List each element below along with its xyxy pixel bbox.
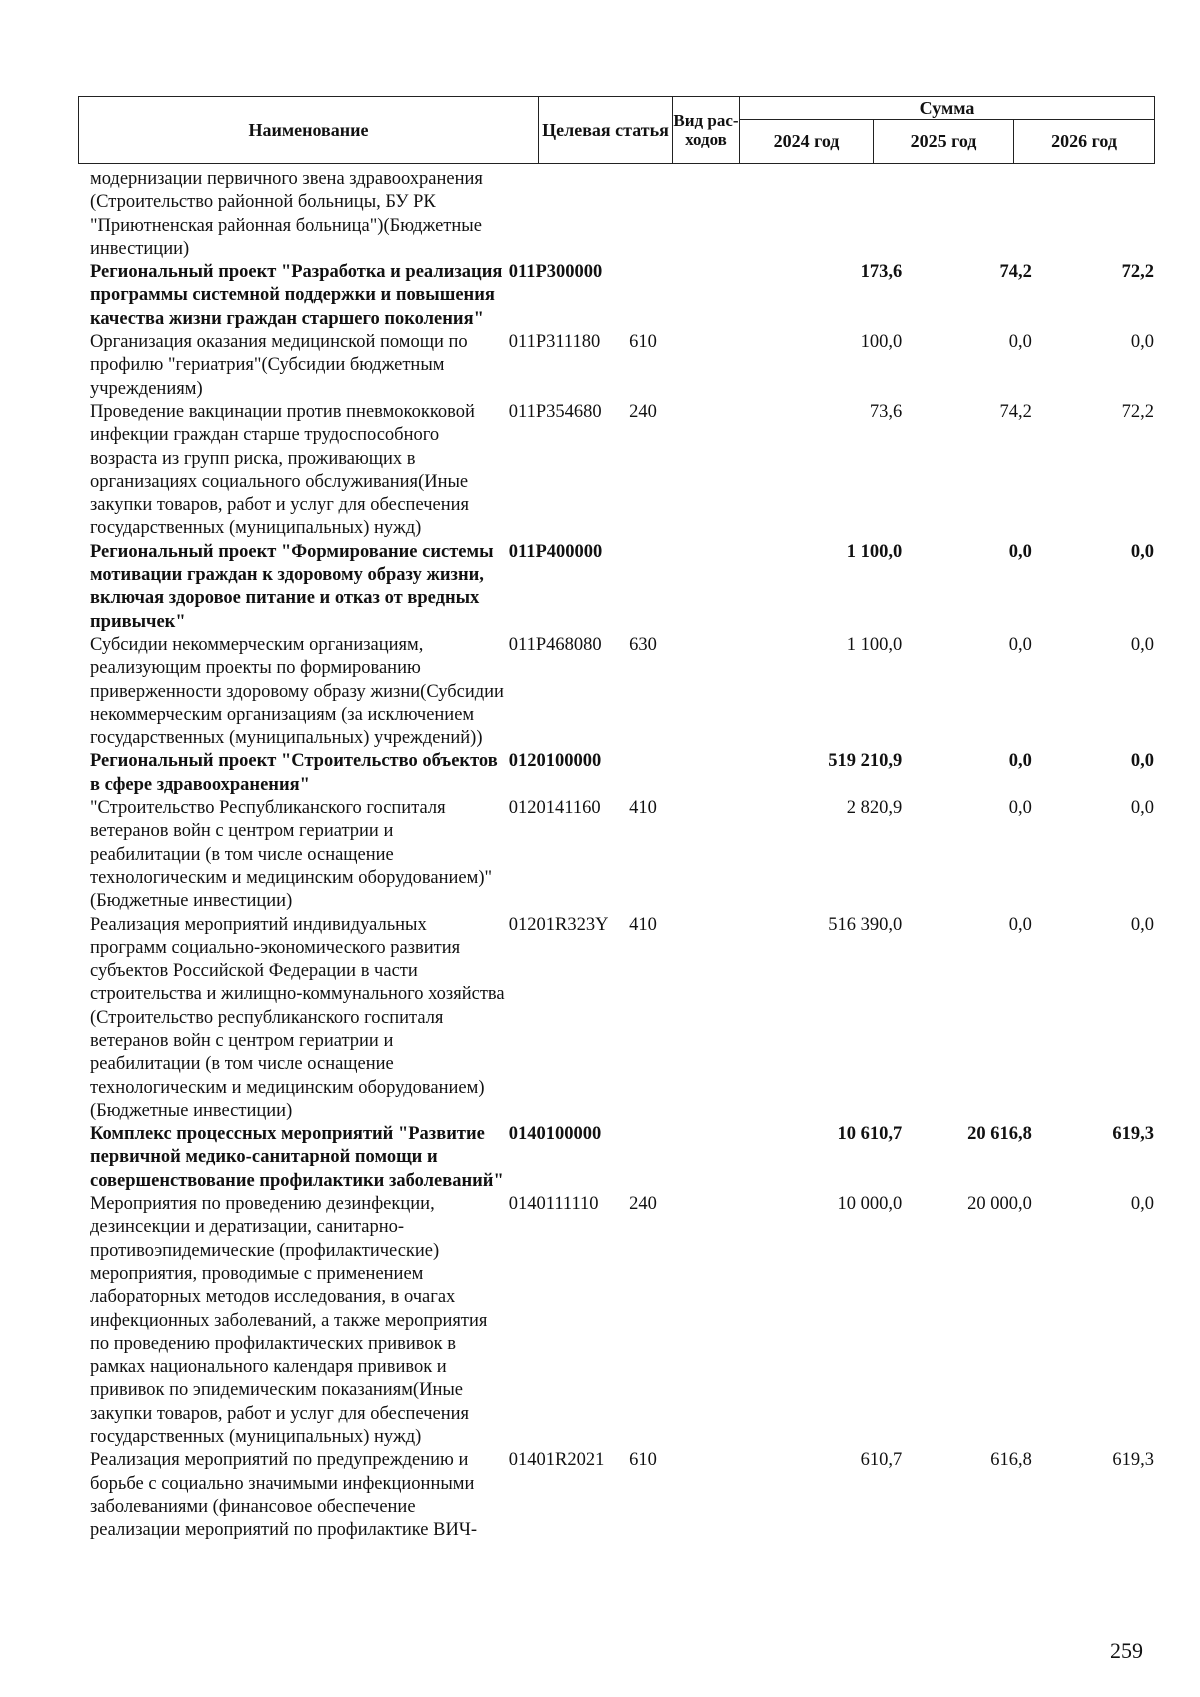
table-row <box>78 1449 1154 1542</box>
row-sum-2025: 616,8 <box>990 1450 1032 1471</box>
row-sum-2026: 72,2 <box>1121 262 1155 283</box>
table-row <box>78 261 1154 331</box>
row-vid: 240 <box>629 401 657 422</box>
row-name: "Строительство Республиканского госпиталя ветеранов войн с центром гериатрии и реабилитации (в том числе оснащение технологическим и медицинским оборудованием)"(Бюджетные инвестиции) <box>90 798 493 912</box>
row-sum-2026: 0,0 <box>1130 751 1155 772</box>
row-sum-2024: 10 000,0 <box>837 1194 903 1215</box>
table-row <box>78 797 1154 913</box>
row-name: Комплекс процессных мероприятий "Развитие первичной медико-санитарной помощи и совершенствование профилактики заболеваний" <box>90 1124 504 1191</box>
row-vid: 630 <box>629 634 657 655</box>
row-sum-2025: 20 616,8 <box>967 1124 1032 1145</box>
row-vid: 410 <box>629 798 657 819</box>
table-row <box>78 1193 1154 1449</box>
row-code: 011P400000 <box>508 541 603 562</box>
row-sum-2026: 0,0 <box>1130 634 1155 655</box>
header-vid: Вид рас- ходов <box>673 97 740 164</box>
row-code: 011P468080 <box>508 634 602 655</box>
row-sum-2026: 619,3 <box>1112 1124 1155 1145</box>
row-sum-2024: 10 610,7 <box>837 1124 903 1145</box>
table-body <box>78 168 1154 1543</box>
table-row <box>78 401 1154 541</box>
row-code: 01401R2021 <box>508 1450 605 1471</box>
row-sum-2024: 73,6 <box>869 401 903 422</box>
header-name: Наименование <box>79 97 539 164</box>
row-name: Реализация мероприятий индивидуальных программ социально-экономического развития субъектов Российской Федерации в части строительства и жилищно-коммунального хозяйства (Строительство республиканского госпиталя ветеранов войн с центром гериатрии и реабилитации (в том числе оснащение технологическим и медицинским оборудованием)(Бюджетные инвестиции) <box>90 914 505 1121</box>
row-sum-2024: 1 100,0 <box>846 634 903 655</box>
table-row <box>78 331 1154 401</box>
row-sum-2024: 173,6 <box>860 262 903 283</box>
row-sum-2025: 74,2 <box>999 262 1032 283</box>
row-sum-2024: 519 210,9 <box>828 751 903 772</box>
row-code: 01201R323Y <box>508 914 609 935</box>
row-vid: 610 <box>629 332 657 353</box>
row-code: 0120100000 <box>508 751 602 772</box>
row-sum-2025: 74,2 <box>999 401 1032 422</box>
row-sum-2026: 0,0 <box>1130 1194 1155 1215</box>
row-code: 011P354680 <box>508 401 602 422</box>
row-sum-2026: 0,0 <box>1130 914 1155 935</box>
row-sum-2026: 72,2 <box>1121 401 1155 422</box>
table-row <box>78 541 1154 634</box>
row-sum-2026: 619,3 <box>1112 1450 1155 1471</box>
header-code: Целевая статья <box>539 97 673 164</box>
row-sum-2025: 0,0 <box>1008 751 1032 772</box>
header-year-2024: 2024 год <box>740 120 874 164</box>
row-vid: 410 <box>629 914 657 935</box>
table-header <box>78 96 1155 164</box>
row-sum-2025: 0,0 <box>1008 914 1032 935</box>
row-name: Субсидии некоммерческим организациям, реализующим проекты по формированию приверженности здоровому образу жизни(Субсидии некоммерческим организациям (за исключением государственных (муниципальных) учреждений)) <box>90 634 504 749</box>
header-sum: Сумма <box>740 97 1155 120</box>
row-name: Мероприятия по проведению дезинфекции, дезинсекции и дератизации, санитарно-противоэпидемические (профилактические) мероприятия, проводимые с применением лабораторных методов исследования, в очагах инфекционных заболеваний, а также мероприятия по проведению профилактических прививок в рамках национального календаря прививок и прививок по эпидемическим показаниям(Иные закупки товаров, работ и услуг для обеспечения государственных (муниципальных) нужд) <box>90 1194 488 1448</box>
row-code: 0140111110 <box>508 1194 599 1215</box>
header-year-2026: 2026 год <box>1014 120 1155 164</box>
row-sum-2024: 610,7 <box>860 1450 903 1471</box>
row-name: Проведение вакцинации против пневмококковой инфекции граждан старше трудоспособного возраста из групп риска, проживающих в организациях социального обслуживания(Иные закупки товаров, работ и услуг для обеспечения государственных (муниципальных) нужд) <box>90 401 475 539</box>
row-name: Региональный проект "Формирование системы мотивации граждан к здоровому образу жизни, включая здоровое питание и отказ от вредных привычек" <box>90 541 494 632</box>
row-sum-2024: 2 820,9 <box>846 798 903 819</box>
row-sum-2024: 516 390,0 <box>828 914 903 935</box>
row-sum-2025: 20 000,0 <box>967 1194 1032 1215</box>
row-name: Реализация мероприятий по предупреждению и борьбе с социально значимыми инфекционными заболеваниями (финансовое обеспечение реализации мероприятий по профилактике ВИЧ- <box>90 1450 478 1541</box>
row-sum-2026: 0,0 <box>1130 332 1155 353</box>
header-year-2025: 2025 год <box>874 120 1014 164</box>
row-vid: 610 <box>629 1450 657 1471</box>
row-vid: 240 <box>629 1194 657 1215</box>
row-sum-2025: 0,0 <box>1008 634 1032 655</box>
row-sum-2024: 100,0 <box>860 332 903 353</box>
page-number: 259 <box>1110 1638 1143 1663</box>
row-name: Региональный проект "Строительство объектов в сфере здравоохранения" <box>90 751 498 795</box>
table-row <box>78 168 1154 261</box>
table-row <box>78 914 1154 1124</box>
row-code: 0140100000 <box>508 1124 602 1145</box>
row-sum-2025: 0,0 <box>1008 332 1032 353</box>
row-sum-2024: 1 100,0 <box>846 541 903 562</box>
row-sum-2026: 0,0 <box>1130 541 1155 562</box>
row-name: Региональный проект "Разработка и реализация программы системной поддержки и повышения качества жизни граждан старшего поколения" <box>90 262 503 329</box>
table-row <box>78 1123 1154 1193</box>
row-name: Организация оказания медицинской помощи по профилю "гериатрия"(Субсидии бюджетным учреждениям) <box>90 332 468 399</box>
row-code: 011P300000 <box>508 262 603 283</box>
table-row <box>78 750 1154 797</box>
row-code: 011P311180 <box>508 332 601 353</box>
row-sum-2026: 0,0 <box>1130 798 1155 819</box>
row-sum-2025: 0,0 <box>1008 541 1032 562</box>
row-sum-2025: 0,0 <box>1008 798 1032 819</box>
table-row <box>78 634 1154 750</box>
row-name: модернизации первичного звена здравоохранения (Строительство районной больницы, БУ РК "Приютненская районная больница")(Бюджетные инвестиции) <box>90 169 483 259</box>
row-code: 0120141160 <box>508 798 601 819</box>
